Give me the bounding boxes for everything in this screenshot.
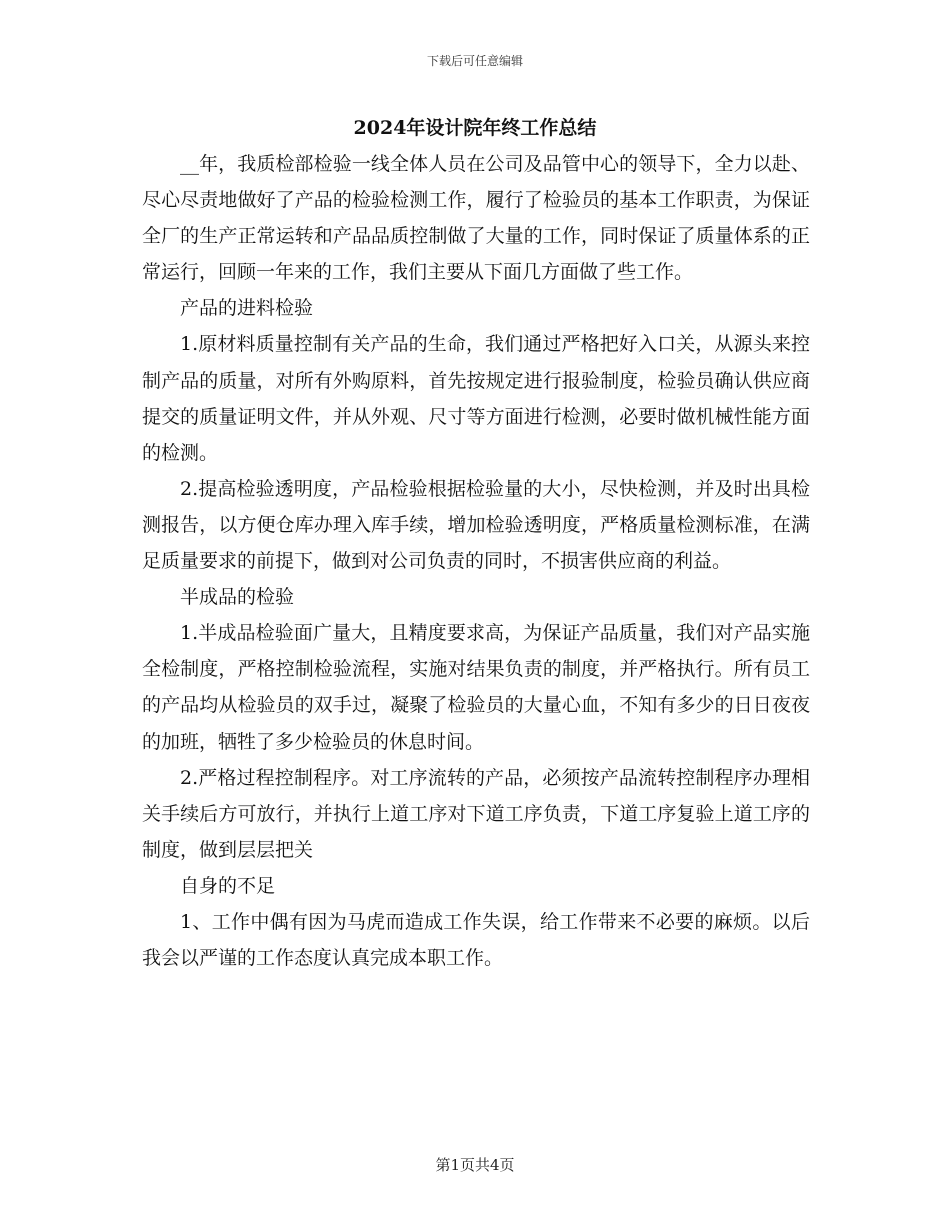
section-heading-semi-finished-inspection: 半成品的检验 <box>180 586 295 609</box>
document-body <box>142 146 810 976</box>
section-heading-incoming-inspection: 产品的进料检验 <box>180 297 314 320</box>
paragraph-raw-material-control: 1.原材料质量控制有关产品的生命，我们通过严格把好入口关，从源头来控制产品的质量，对所有外购原料，首先按规定进行报验制度，检验员确认供应商提交的质量证明文件，并从外观、尺寸等方面进行检测，必要时做机械性能方面的检测。 <box>142 333 810 464</box>
paragraph-full-inspection: 1.半成品检验面广量大，且精度要求高，为保证产品质量，我们对产品实施全检制度，严格控制检验流程，实施对结果负责的制度，并严格执行。所有员工的产品均从检验员的双手过，凝聚了检验员的大量心血，不知有多少的日日夜夜的加班，牺牲了多少检验员的休息时间。 <box>142 622 810 753</box>
page-number: 第1页共4页 <box>435 1156 515 1174</box>
paragraph-process-control: 2.严格过程控制程序。对工序流转的产品，必须按产品流转控制程序办理相关手续后方可放行，并执行上道工序对下道工序负责，下道工序复验上道工序的制度，做到层层把关 <box>142 766 810 861</box>
paragraph-inspection-transparency: 2.提高检验透明度，产品检验根据检验量的大小，尽快检测，并及时出具检测报告，以方便仓库办理入库手续，增加检验透明度，严格质量检测标准，在满足质量要求的前提下，做到对公司负责的同时，不损害供应商的利益。 <box>142 477 810 573</box>
paragraph-intro: __年，我质检部检验一线全体人员在公司及品管中心的领导下，全力以赴、尽心尽责地做好了产品的检验检测工作，履行了检验员的基本工作职责，为保证全厂的生产正常运转和产品品质控制做了大量的工作，同时保证了质量体系的正常运行，回顾一年来的工作，我们主要从下面几方面做了些工作。 <box>142 153 810 284</box>
document-title: 2024年设计院年终工作总结 <box>353 117 597 139</box>
section-heading-shortcomings: 自身的不足 <box>180 874 276 897</box>
paragraph-shortcoming-1: 1、工作中偶有因为马虎而造成工作失误，给工作带来不必要的麻烦。以后我会以严谨的工作态度认真完成本职工作。 <box>142 910 810 970</box>
page-header-note: 下载后可任意编辑 <box>426 54 523 68</box>
